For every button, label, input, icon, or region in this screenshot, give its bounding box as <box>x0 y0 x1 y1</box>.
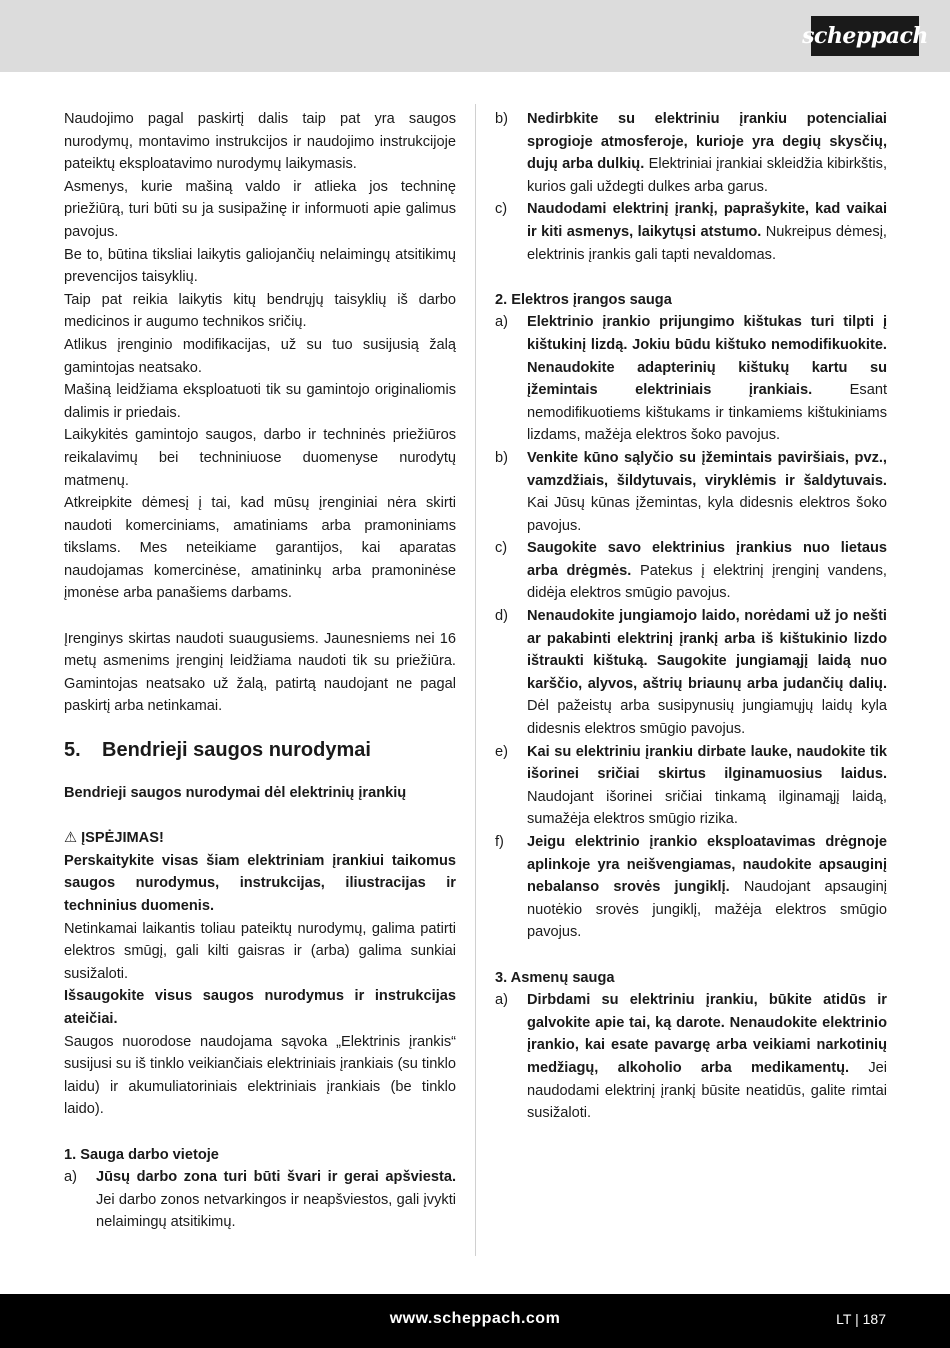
term-definition: Saugos nuorodose naudojama sąvoka „Elektrinis įrankis“ susijusi su iš tinklo veikiančiais elektriniais įrankiais (su tinklo laidu) ir akumuliatoriniais elektriniais įrankiais (be tinklo laido). <box>64 1033 456 1118</box>
warning-label: ĮSPĖJIMAS! <box>81 830 164 847</box>
list-item-normal: Jei darbo zonos netvarkingos ir neapšviestos, gali įvykti nelaimingų atsitikimų. <box>96 1191 456 1231</box>
warning-heading <box>64 827 456 850</box>
footer-bar <box>0 1294 950 1348</box>
keep-instructions: Išsaugokite visus saugos nurodymus ir instrukcijas ateičiai. <box>64 988 456 1027</box>
left-column <box>64 108 456 1234</box>
warning-triangle-icon: ⚠ <box>64 830 78 847</box>
list-item-label: f) <box>495 834 504 850</box>
warning-bold-text: Perskaitykite visas šiam elektriniam įrankiui taikomus saugos nurodymus, instrukcijas, iliustracijas ir techninius duomenis. <box>64 852 456 914</box>
intro-paragraph: Naudojimo pagal paskirtį dalis taip pat yra saugos nurodymų, montavimo instrukcijos ir naudojimo instrukcijoje pateiktų eksploatavimo nurodymų laikymasis. <box>64 111 456 173</box>
list-item <box>495 831 887 944</box>
list-item-text <box>527 447 887 537</box>
list-item-normal: Naudojant apsauginį nuotėkio srovės jungiklį, mažėja elektros smūgio pavojus. <box>527 879 888 941</box>
intro-paragraph: Mašiną leidžiama eksploatuoti tik su gamintojo originaliomis dalimis ir priedais. <box>64 382 456 421</box>
personal-safety-heading: 3. Asmenų sauga <box>495 969 615 986</box>
list-item <box>495 311 887 447</box>
section-number: 5. <box>64 739 81 762</box>
list-item-label: a) <box>495 992 508 1009</box>
list-item-text <box>527 108 887 198</box>
list-item <box>495 108 887 198</box>
list-item <box>495 447 887 537</box>
list-item <box>495 741 887 831</box>
list-item <box>495 198 887 266</box>
footer-website[interactable]: www.scheppach.com <box>389 1310 561 1327</box>
list-item-bold: Jūsų darbo zona turi būti švari ir gerai apšviesta. <box>96 1169 456 1186</box>
list-item-bold: Naudodami elektrinį įrankį, paprašykite, kad vaikai ir kiti asmenys, laikytųsi atstumo. <box>527 201 887 240</box>
list-item-bold: Nedirbkite su elektriniu įrankiu potencialiai sprogioje atmosferoje, kurioje yra degių skysčių, dujų arba dulkių. <box>527 111 887 173</box>
list-item-text <box>527 605 887 741</box>
list-item-normal: Nukreipus dėmesį, elektrinis įrankis gali tapti nevaldomas. <box>527 223 887 263</box>
list-item-normal: Esant nemodifikuotiems kištukams ir tinkamiems kištukiniams lizdams, mažėja elektros šoko pavojus. <box>527 382 888 444</box>
intro-paragraph: Laikykitės gamintojo saugos, darbo ir techninės priežiūros reikalavimų bei techniniuose duomenyse nurodytų matmenų. <box>64 427 456 489</box>
subheading: Bendrieji saugos nurodymai dėl elektrinių įrankių <box>64 785 407 802</box>
list-item-text <box>96 1166 456 1234</box>
list-item-bold: Nenaudokite jungiamojo laido, norėdami už jo nešti ar pakabinti elektrinį įrankį arba iš kištukinio lizdo ištraukti kištuką. Saugokite jungiamąjį laidą nuo karščio, alyvos, aštrių briaunų arba judančių dalių. <box>527 608 887 692</box>
list-item-normal: Naudojant išorinei sričiai tinkamą ilginamąjį laidą, sumažėja elektros smūgio rizika. <box>527 788 887 828</box>
intro-paragraph: Atlikus įrenginio modifikacijas, už su tuo susijusią žalą gamintojas neatsako. <box>64 336 456 376</box>
list-item <box>495 537 887 605</box>
section-heading <box>64 738 456 762</box>
list-item <box>64 1166 456 1234</box>
column-divider <box>475 104 476 1256</box>
list-item-bold: Elektrinio įrankio prijungimo kištukas turi tilpti į kištukinį lizdą. Jokiu būdu kištuko nemodifikuokite. Nenaudokite adapterinių kištukų kartu su įžemintais elektriniais įrankiais. <box>527 314 887 399</box>
list-item <box>495 989 887 1125</box>
list-item-normal: Kai Jūsų kūnas įžemintas, kyla didesnis elektros šoko pavojus. <box>527 495 887 534</box>
right-column <box>495 108 887 1125</box>
list-item-label: b) <box>495 111 508 127</box>
list-item-bold: Jeigu elektrinio įrankio eksploatavimas drėgnoje aplinkoje yra neišvengiamas, naudokite apsauginį nebalanso srovės jungiklį. <box>527 834 887 896</box>
brand-logo: scheppach <box>811 16 919 56</box>
list-item-text <box>527 311 887 447</box>
electrical-heading: 2. Elektros įrangos sauga <box>495 291 672 308</box>
list-item-bold: Kai su elektriniu įrankiu dirbate lauke, naudokite tik išorinei sričiai skirtus ilginamuosius laidus. <box>527 743 887 783</box>
warning-text: Netinkamai laikantis toliau pateiktų nurodymų, galima patirti elektros smūgį, gali kilti gaisras ir (arba) galima sunkiai susižaloti. <box>64 920 456 982</box>
list-item-normal: Elektriniai įrankiai skleidžia kibirkštis, kurios gali uždegti dulkes arba garus. <box>527 156 887 195</box>
list-item-text <box>527 741 887 831</box>
list-item-label: e) <box>495 743 508 760</box>
list-item-bold: Venkite kūno sąlyčio su įžemintais paviršiais, pvz., vamzdžiais, šildytuvais, viryklėmis ir šaldytuvais. <box>527 449 887 489</box>
list-item-label: c) <box>495 201 508 218</box>
list-item-text <box>527 198 887 266</box>
list-item <box>495 605 887 741</box>
list-item-normal: Dėl pažeistų arba susipynusių jungiamųjų laidų kyla didesnis elektros smūgio pavojus. <box>527 698 887 738</box>
intro-paragraph: Atkreipkite dėmesį į tai, kad mūsų įrenginiai nėra skirti naudoti komerciniams, amatiniams arba pramoniniams tikslams. Mes neteikiame garantijos, kai aparatas naudojamas komercinėse, amatininkų arba pramoninėse įmonėse arba panašiems darbams. <box>64 495 456 602</box>
list-item-bold: Saugokite savo elektrinius įrankius nuo lietaus arba drėgmės. <box>527 540 887 579</box>
intro-paragraph: Taip pat reikia laikytis kitų bendrųjų taisyklių iš darbo medicinos ir augumo technikos sričių. <box>64 291 456 331</box>
list-item-normal: Patekus į elektrinį įrenginį vandens, didėja elektros smūgio pavojus. <box>527 562 887 602</box>
list-item-label: a) <box>495 314 508 331</box>
list-item-label: a) <box>64 1169 77 1186</box>
list-item-label: d) <box>495 608 508 625</box>
adult-notice: Įrenginys skirtas naudoti suaugusiems. Jaunesniems nei 16 metų asmenims įrenginį leidžiama naudoti tik su priežiūra. Gamintojas neatsako už žalą, patirtą naudojant ne pagal paskirtį arba netinkamai. <box>64 630 456 715</box>
list-item-text <box>527 537 887 605</box>
intro-paragraph: Asmenys, kurie mašiną valdo ir atlieka jos techninę priežiūrą, turi būti su ja susipažinę ir informuoti apie galimus pavojus. <box>64 178 456 240</box>
list-item-bold: Dirbdami su elektriniu įrankiu, būkite atidūs ir galvokite apie tai, ką darote. Nenaudokite elektrinio įrankio, kai esate pavargę arba veikiami narkotinių medžiagų, alkoholio arba medikamentų. <box>527 992 887 1076</box>
list-item-normal: Jei naudodami elektrinį įrankį būsite neatidūs, galite rimtai susižaloti. <box>527 1059 887 1122</box>
work-area-heading: 1. Sauga darbo vietoje <box>64 1146 219 1163</box>
list-item-label: c) <box>495 540 508 557</box>
intro-paragraph: Be to, būtina tiksliai laikytis galiojančių nelaimingų atsitikimų prevencijos taisyklių. <box>64 246 456 286</box>
list-item-text <box>527 831 887 944</box>
section-title: Bendrieji saugos nurodymai <box>102 739 371 762</box>
list-item-text <box>527 989 887 1125</box>
list-item-label: b) <box>495 449 508 466</box>
page-number: LT | 187 <box>836 1311 886 1327</box>
